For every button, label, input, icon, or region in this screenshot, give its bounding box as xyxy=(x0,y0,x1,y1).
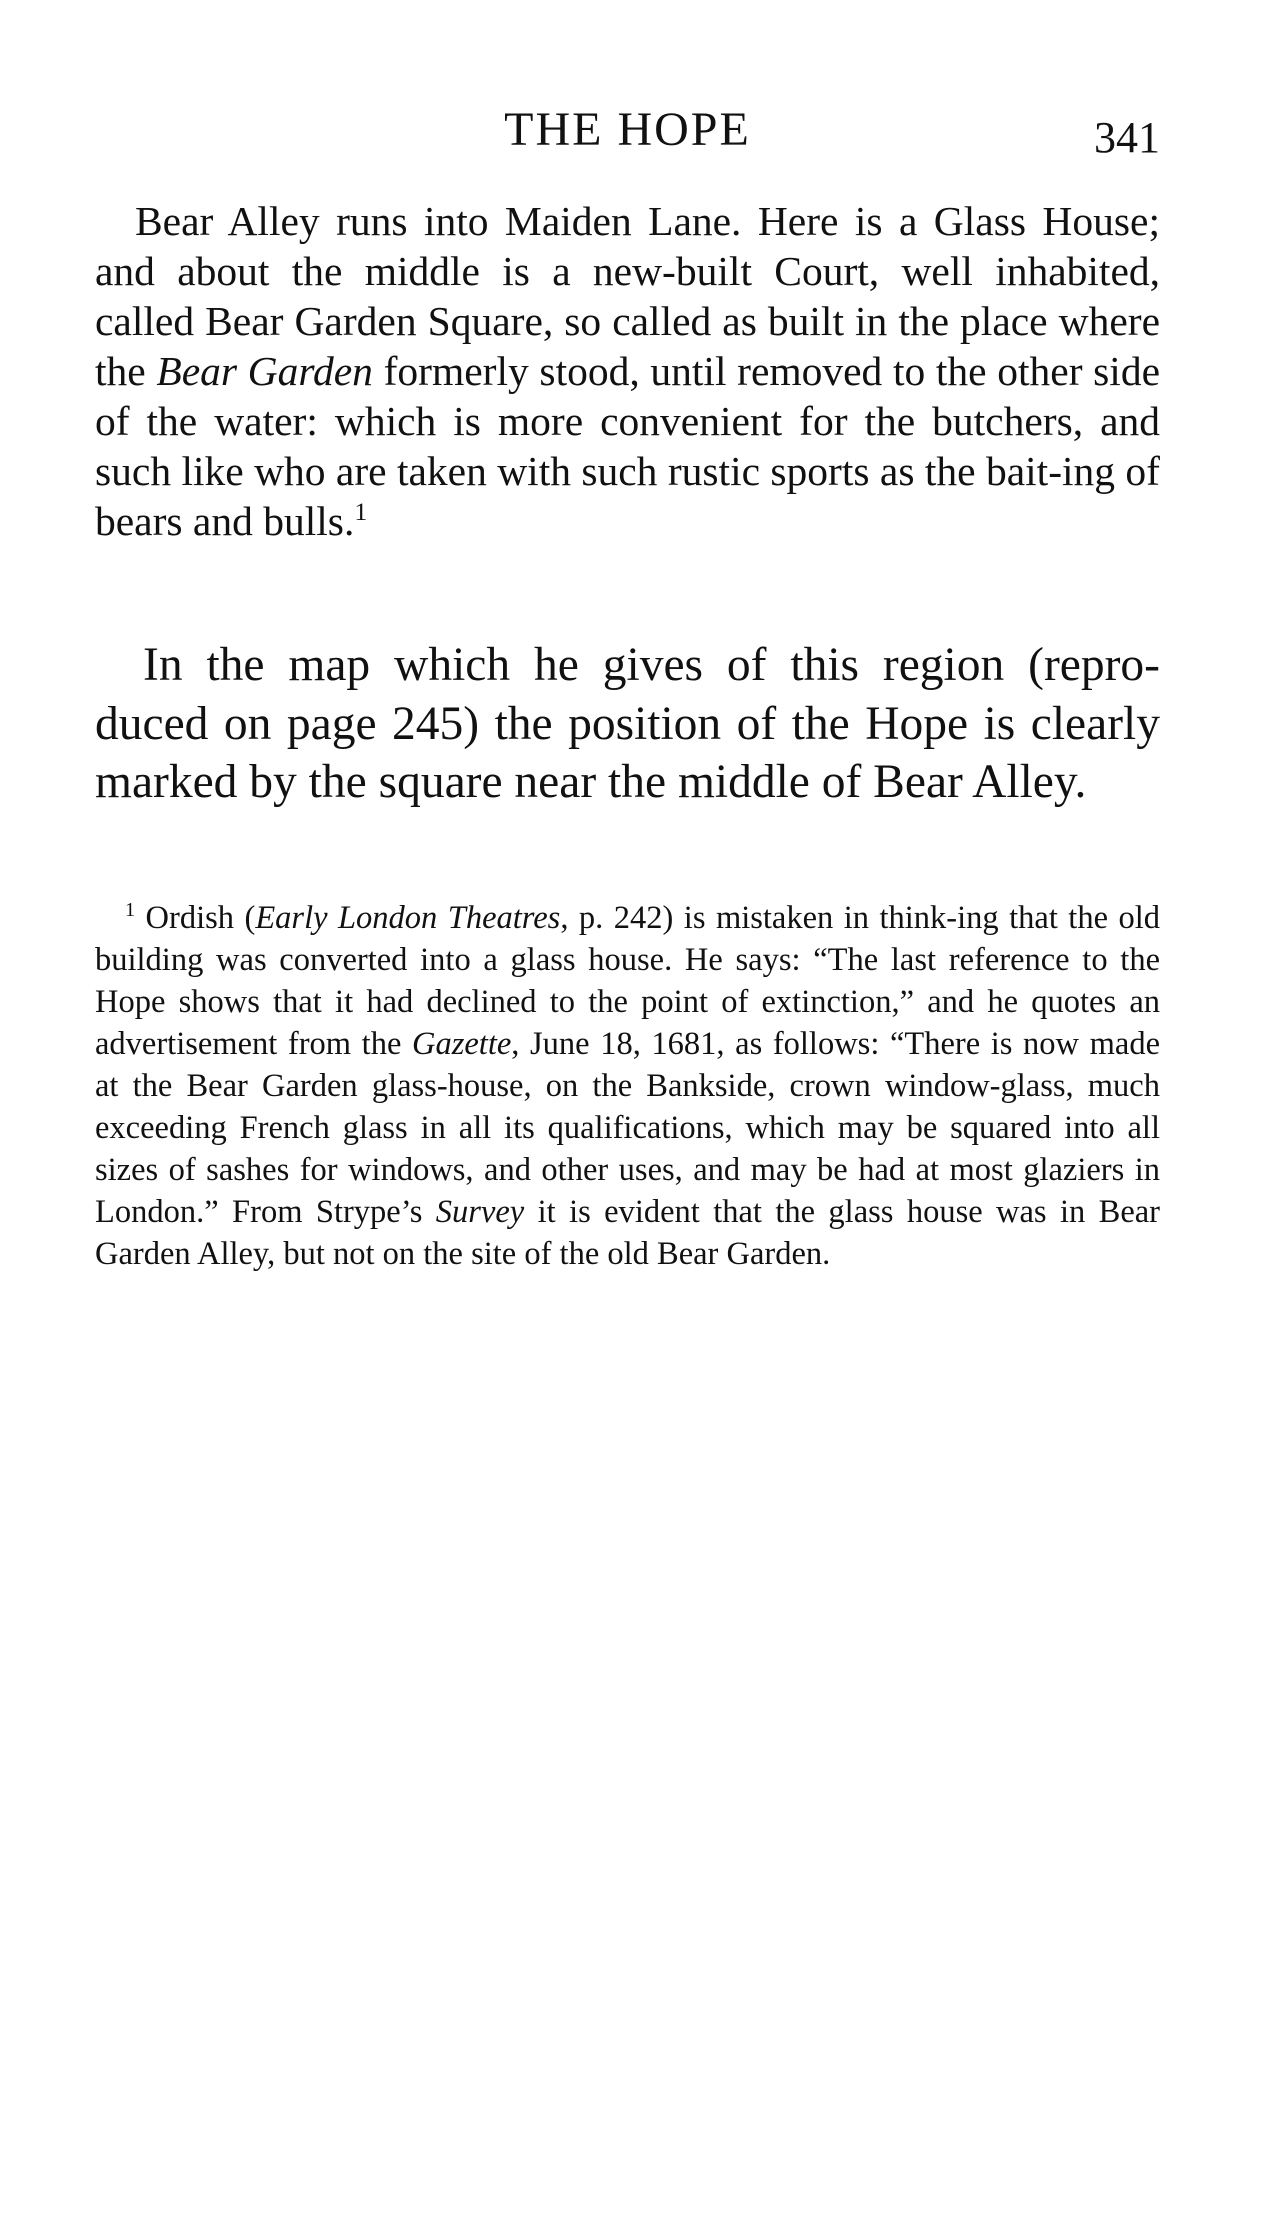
quote-text: Bear Alley runs into Maiden Lane. Here is a Glass House; and about the middle is a new-built Court, well inhabited, called Bear Garden Square, so called as built in the place where the xyxy=(95,198,1160,394)
running-title: THE HOPE xyxy=(504,103,751,156)
quote-text: formerly stood, until removed to the other side of the water: which is more convenient for the butchers, and such like who are taken with such rustic sports as the bait-ing of bears and bulls. xyxy=(95,348,1161,544)
quote-italic-bear-garden: Bear Garden xyxy=(156,348,373,394)
footnote-text: , p. 242) is mistaken in think-ing that the old building was converted into a glass house. He says: “The last reference to the Hope shows that it had declined to the point of extinction,” and he quotes an advertisement from the xyxy=(95,900,1161,1062)
footnote-text: it is evident that the glass house was in Bear Garden Alley, but not on the site of the old Bear Garden. xyxy=(95,1194,1160,1272)
page-header xyxy=(95,100,1160,160)
footnote-text: , June 18, 1681, as follows: “There is now made at the Bear Garden glass-house, on the Bankside, crown window-glass, much exceeding French glass in all its qualifications, which may be squared into all sizes of sashes for windows, and other uses, and may be had at most glaziers in London.” From Strype’s xyxy=(95,1026,1161,1230)
quoted-passage xyxy=(95,196,1160,546)
footnote xyxy=(95,897,1160,1275)
footnote-italic-survey: Survey xyxy=(435,1194,525,1230)
footnote-italic-title: Early London Theatres xyxy=(255,900,561,936)
body-paragraph: In the map which he gives of this region (repro-duced on page 245) the position of the Hope is clearly marked by the square near the middle of Bear Alley. xyxy=(95,639,1160,808)
footnote-number: 1 xyxy=(125,899,136,922)
footnote-italic-gazette: Gazette xyxy=(412,1026,512,1062)
page-number: 341 xyxy=(1094,113,1160,162)
footnote-reference: 1 xyxy=(354,497,368,527)
footnote-text: Ordish ( xyxy=(135,900,256,936)
